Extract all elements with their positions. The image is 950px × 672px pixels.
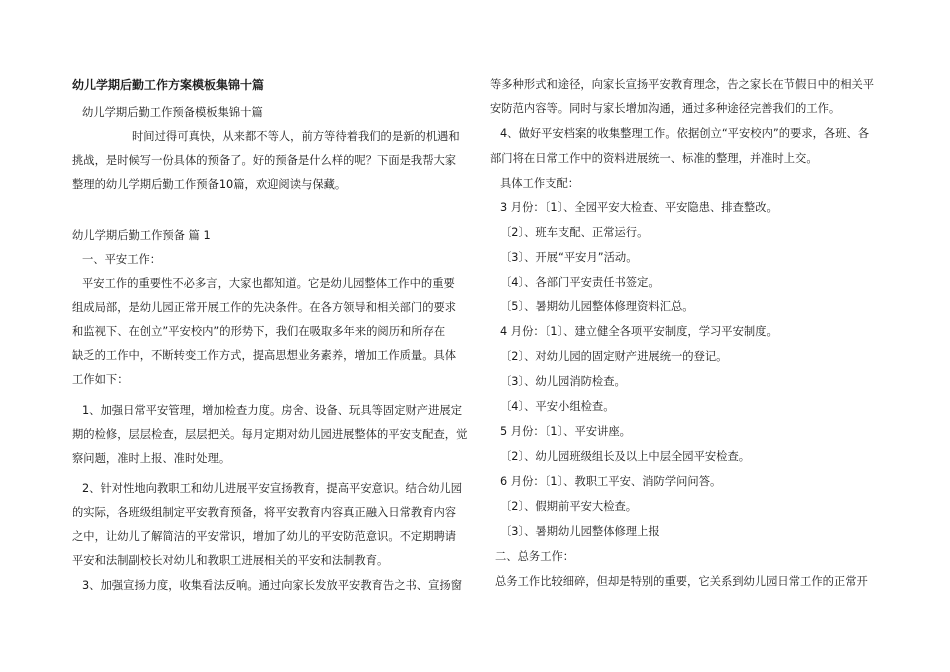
paragraph-line: 等多种形式和途径，向家长宣扬平安教育理念，告之家长在节假日中的相关平 xyxy=(490,78,875,91)
list-item-line: 的实际，各班级组制定平安教育预备，将平安教育内容真正融入日常教育内容 xyxy=(72,506,457,519)
section-title: 幼儿学期后勤工作预备 篇 1 xyxy=(72,229,211,242)
list-item-line: 部门将在日常工作中的资料进展统一、标准的整理，并准时上交。 xyxy=(490,152,818,165)
list-item-line: 期的检修，层层检查，层层把关。每月定期对幼儿园进展整体的平安支配查，觉 xyxy=(72,428,468,441)
paragraph-line: 缺乏的工作中，不断转变工作方式，提高思想业务素养，增加工作质量。具体 xyxy=(72,349,457,362)
schedule-item: 〔2〕、班车支配、正常运行。 xyxy=(500,226,649,239)
paragraph-line: 平安工作的重要性不必多言，大家也都知道。它是幼儿园整体工作中的重要 xyxy=(82,277,455,290)
schedule-item: 〔3〕、开展“平安月”活动。 xyxy=(500,251,638,264)
schedule-item: 4 月份：〔1〕、建立健全各项平安制度，学习平安制度。 xyxy=(500,325,778,338)
paragraph-line: 工作如下： xyxy=(72,373,129,386)
list-item-line: 察问题，准时上报、准时处理。 xyxy=(72,452,231,465)
schedule-item: 〔2〕、幼儿园班级组长及以上中层全园平安检查。 xyxy=(500,450,751,463)
intro-line: 时间过得可真快，从来都不等人，前方等待着我们的是新的机遇和 xyxy=(132,130,460,143)
heading-safety: 一、平安工作： xyxy=(82,253,162,266)
paragraph-line: 安防范内容等。同时与家长增加沟通，通过多种途径完善我们的工作。 xyxy=(490,102,841,115)
paragraph-line: 总务工作比较细碎，但却是特别的重要，它关系到幼儿园日常工作的正常开 xyxy=(495,575,868,588)
paragraph-line: 和监视下、在创立”平安校内”的形势下，我们在吸取多年来的阅历和所存在 xyxy=(72,325,446,338)
schedule-item: 6 月份：〔1〕、教职工平安、消防学问问答。 xyxy=(500,475,722,488)
schedule-item: 5 月份：〔1〕、平安讲座。 xyxy=(500,425,631,438)
document-subtitle: 幼儿学期后勤工作预备模板集锦十篇 xyxy=(82,106,263,119)
intro-line: 挑战，是时候写一份具体的预备了。好的预备是什么样的呢？下面是我帮大家 xyxy=(72,154,457,167)
heading-general-affairs: 二、总务工作： xyxy=(495,550,575,563)
list-item-line: 4、做好平安档案的收集整理工作。依据创立“平安校内”的要求，各班、各 xyxy=(500,127,870,140)
schedule-item: 〔2〕、对幼儿园的固定财产进展统一的登记。 xyxy=(500,350,728,363)
schedule-title: 具体工作支配： xyxy=(500,177,580,190)
list-item-line: 之中，让幼儿了解简洁的平安常识，增加了幼儿的平安防范意识。不定期聘请 xyxy=(72,530,457,543)
list-item-line: 3、加强宣扬力度，收集看法反响。通过向家长发放平安教育告之书、宣扬窗 xyxy=(82,579,462,592)
list-item-line: 平安和法制副校长对幼儿和教职工进展相关的平安和法制教育。 xyxy=(72,554,389,567)
intro-line: 整理的幼儿学期后勤工作预备10篇，欢迎阅读与保藏。 xyxy=(72,178,347,191)
schedule-item: 〔4〕、各部门平安责任书签定。 xyxy=(500,276,660,289)
paragraph-line: 组成局部，是幼儿园正常开展工作的先决条件。在各方领导和相关部门的要求 xyxy=(72,301,457,314)
schedule-item: 〔5〕、暑期幼儿园整体修理资料汇总。 xyxy=(500,300,694,313)
schedule-item: 〔3〕、暑期幼儿园整体修理上报 xyxy=(500,525,660,538)
schedule-item: 〔4〕、平安小组检查。 xyxy=(500,400,615,413)
list-item-line: 2、针对性地向教职工和幼儿进展平安宣扬教育，提高平安意识。结合幼儿园 xyxy=(82,482,462,495)
schedule-item: 〔3〕、幼儿园消防检查。 xyxy=(500,375,626,388)
schedule-item: 3 月份：〔1〕、全园平安大检查、平安隐患、排查整改。 xyxy=(500,201,778,214)
schedule-item: 〔2〕、假期前平安大检查。 xyxy=(500,500,638,513)
list-item-line: 1、加强日常平安管理，增加检查力度。房舍、设备、玩具等固定财产进展定 xyxy=(82,404,462,417)
document-title: 幼儿学期后勤工作方案模板集锦十篇 xyxy=(72,78,265,92)
